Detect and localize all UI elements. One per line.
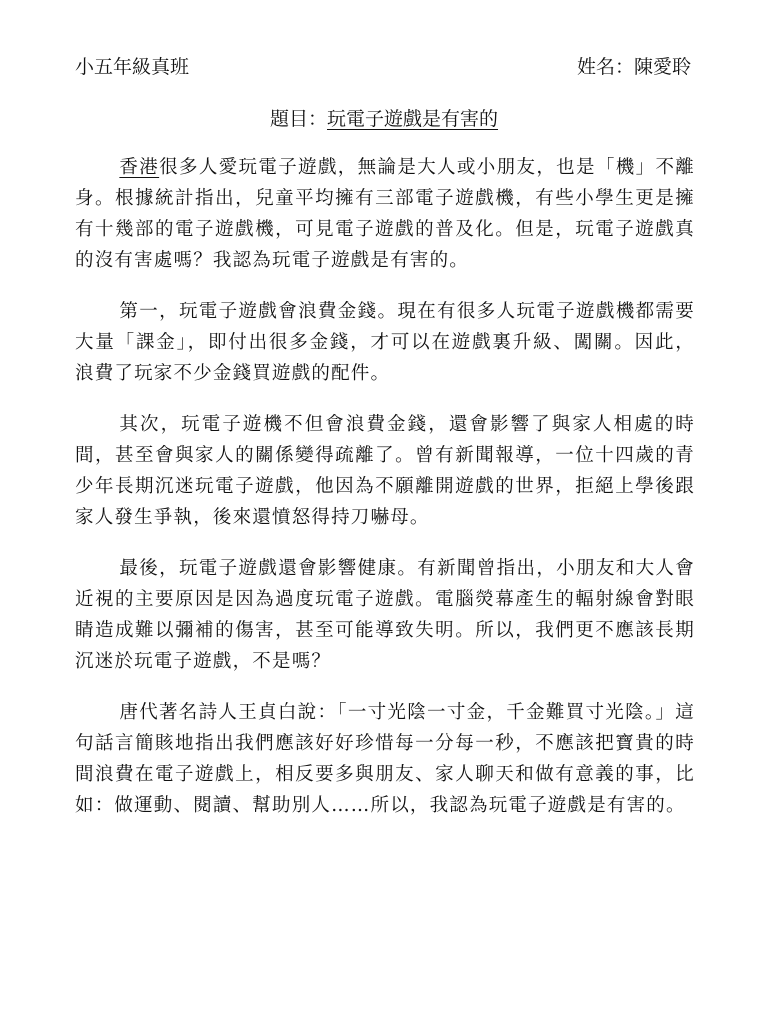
paragraph-text: 很多人愛玩電子遊戲，無論是大人或小朋友，也是「機」不離身。根據統計指出，兒童平均擁有三部電子遊戲機，有些小學生更是擁有十幾部的電子遊戲機，可見電子遊戲的普及化。但是，玩電子遊戲真的沒有害處嗎？我認為玩電子遊戲是有害的。 — [75, 157, 696, 271]
paragraph-text: 其次，玩電子遊機不但會浪費金錢，還會影響了與家人相處的時間，甚至會與家人的關係變得疏離了。曾有新聞報導，一位十四歲的青少年長期沉迷玩電子遊戲，他因為不願離開遊戲的世界，拒絕上學後跟家人發生爭執，後來還憤怒得持刀嚇母。 — [75, 414, 695, 528]
paragraph-text: 第一，玩電子遊戲會浪費金錢。現在有很多人玩電子遊戲機都需要大量「課金」，即付出很多金錢，才可以在遊戲裏升級、闖關。因此，浪費了玩家不少金錢買遊戲的配件。 — [75, 301, 695, 384]
paragraph-lead: 香港 — [119, 157, 160, 178]
title-prefix: 題目： — [269, 108, 327, 130]
essay-body — [75, 152, 695, 841]
paragraph-first-point — [75, 296, 695, 389]
paragraph-third-point — [75, 553, 695, 677]
header — [75, 52, 691, 82]
paragraph-conclusion — [75, 697, 695, 821]
student-name: 姓名：陳愛聆 — [576, 56, 691, 78]
paragraph-second-point — [75, 409, 695, 533]
title-topic: 玩電子遊戲是有害的 — [327, 108, 499, 130]
paragraph-text: 唐代著名詩人王貞白說：「一寸光陰一寸金，千金難買寸光陰。」這句話言簡賅地指出我們應該好好珍惜每一分每一秒，不應該把寶貴的時間浪費在電子遊戲上，相反要多與朋友、家人聊天和做有意義的事，比如：做運動、閱讀、幫助別人……所以，我認為玩電子遊戲是有害的。 — [75, 702, 695, 816]
class-name: 小五年級真班 — [75, 56, 190, 78]
paragraph-text: 最後，玩電子遊戲還會影響健康。有新聞曾指出，小朋友和大人會近視的主要原因是因為過度玩電子遊戲。電腦熒幕產生的輻射線會對眼睛造成難以彌補的傷害，甚至可能導致失明。所以，我們更不應該長期沉迷於玩電子遊戲，不是嗎？ — [75, 558, 695, 672]
paragraph-intro — [75, 152, 695, 276]
essay-title — [0, 104, 768, 134]
